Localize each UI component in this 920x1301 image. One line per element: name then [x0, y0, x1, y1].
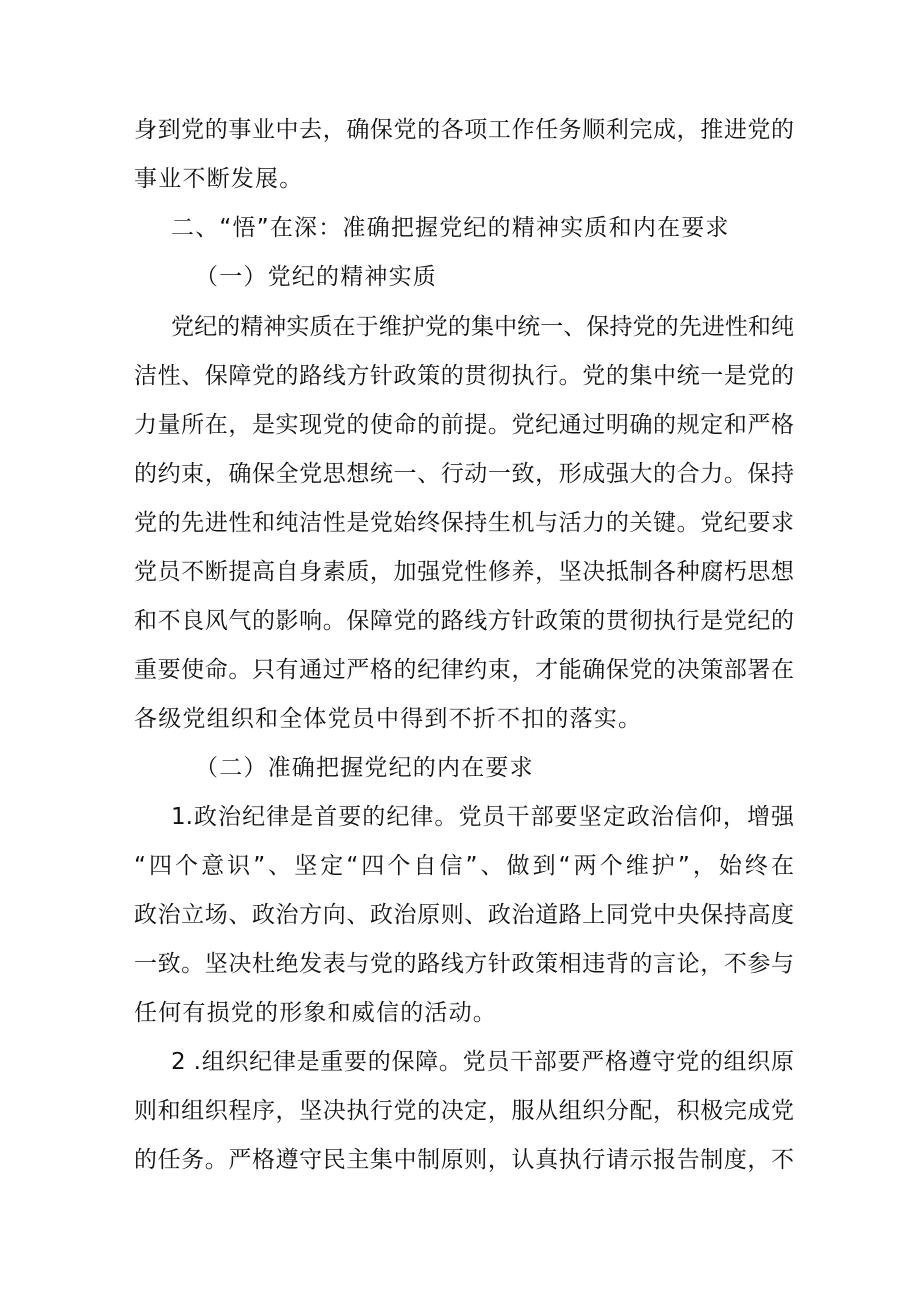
text-line-15: 1.政治纪律是首要的纪律。党员干部要坚定政治信仰，增强	[171, 804, 794, 830]
text-line-18: 一致。坚决杜绝发表与党的路线方针政策相违背的言论，不参与	[134, 951, 794, 977]
text-line-8: 的约束，确保全党思想统一、行动一致，形成强大的合力。保持	[134, 461, 794, 487]
text-line-22: 的任务。严格遵守民主集中制原则，认真执行请示报告制度，不	[134, 1147, 794, 1173]
text-line-19: 任何有损党的形象和威信的活动。	[134, 1000, 497, 1026]
text-line-17: 政治立场、政治方向、政治原则、政治道路上同党中央保持高度	[134, 902, 794, 928]
text-line-11: 和不良风气的影响。保障党的路线方针政策的贯彻执行是党纪的	[134, 608, 794, 634]
text-line-10: 党员不断提高自身素质，加强党性修养，坚决抵制各种腐朽思想	[134, 559, 794, 585]
text-line-9: 党的先进性和纯洁性是党始终保持生机与活力的关键。党纪要求	[134, 510, 794, 536]
subsection-heading-2: （二）准确把握党纪的内在要求	[195, 755, 534, 781]
text-line-13: 各级党组织和全体党员中得到不折不扣的落实。	[134, 706, 643, 732]
text-line-7: 力量所在，是实现党的使命的前提。党纪通过明确的规定和严格	[134, 412, 794, 438]
text-line-5: 党纪的精神实质在于维护党的集中统一、保持党的先进性和纯	[171, 314, 794, 340]
text-line-6: 洁性、保障党的路线方针政策的贯彻执行。党的集中统一是党的	[134, 363, 794, 389]
section-heading-2: 二、“悟”在深：准确把握党纪的精神实质和内在要求	[171, 215, 730, 241]
text-line-1: 身到党的事业中去，确保党的各项工作任务顺利完成，推进党的	[134, 117, 794, 143]
text-line-21: 则和组织程序，坚决执行党的决定，服从组织分配，积极完成党	[134, 1098, 794, 1124]
text-line-12: 重要使命。只有通过严格的纪律约束，才能确保党的决策部署在	[134, 657, 794, 683]
text-line-16: “四个意识”、坚定“四个自信”、做到“两个维护”，始终在	[134, 853, 794, 879]
text-line-2: 事业不断发展。	[134, 166, 304, 192]
text-line-20: 2 .组织纪律是重要的保障。党员干部要严格遵守党的组织原	[171, 1049, 794, 1075]
subsection-heading-1: （一）党纪的精神实质	[195, 264, 437, 290]
